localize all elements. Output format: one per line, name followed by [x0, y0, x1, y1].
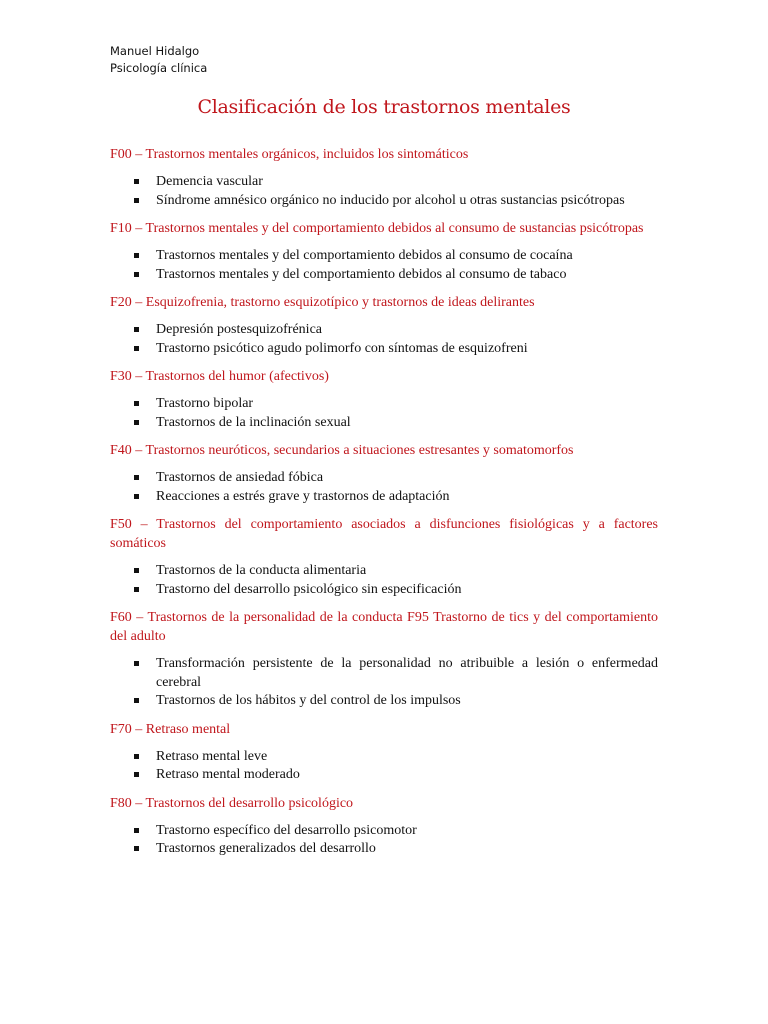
list-item-text: Trastornos de la inclinación sexual — [156, 414, 351, 430]
bullet-icon — [134, 420, 139, 425]
list-item — [110, 655, 658, 692]
bullet-icon — [134, 179, 139, 184]
list-item-text: Trastorno psicótico agudo polimorfo con síntomas de esquizofreni — [156, 340, 528, 356]
list-item-text: Trastornos mentales y del comportamiento debidos al consumo de tabaco — [156, 266, 567, 282]
bullet-icon — [134, 272, 139, 277]
list-item — [110, 840, 658, 859]
section-item-list — [110, 247, 658, 284]
list-item — [110, 581, 658, 600]
list-item-text: Trastornos mentales y del comportamiento debidos al consumo de cocaína — [156, 248, 573, 263]
section — [110, 720, 658, 785]
list-item — [110, 395, 658, 414]
bullet-icon — [134, 661, 139, 666]
section-heading: F70 – Retraso mental — [110, 721, 231, 737]
list-item — [110, 692, 658, 711]
list-item — [110, 562, 658, 581]
section-heading: F20 – Esquizofrenia, trastorno esquizotípico y trastornos de ideas delirantes — [110, 295, 535, 310]
list-item-text: Demencia vascular — [156, 174, 263, 189]
list-item-text: Síndrome amnésico orgánico no inducido por alcohol u otras sustancias psicótropas — [156, 192, 625, 208]
section-item-list — [110, 562, 658, 599]
bullet-icon — [134, 828, 139, 833]
list-item-text: Trastorno bipolar — [156, 396, 254, 411]
section — [110, 219, 658, 284]
author-name: Manuel Hidalgo — [110, 44, 200, 58]
section-item-list — [110, 822, 658, 859]
section-item-list — [110, 173, 658, 210]
list-item-text: Retraso mental moderado — [156, 767, 300, 782]
section — [110, 367, 658, 432]
list-item-text: Trastorno específico del desarrollo psicomotor — [156, 822, 417, 838]
author-block — [110, 43, 658, 77]
bullet-icon — [134, 587, 139, 592]
section-item-list — [110, 469, 658, 506]
list-item — [110, 173, 658, 192]
section — [110, 441, 658, 506]
bullet-icon — [134, 346, 139, 351]
list-item-text: Retraso mental leve — [156, 748, 268, 764]
section-item-list — [110, 655, 658, 711]
list-item — [110, 321, 658, 340]
classification-sections — [110, 145, 658, 859]
list-item — [110, 192, 658, 211]
list-item — [110, 488, 658, 507]
section-heading: F40 – Trastornos neuróticos, secundarios a situaciones estresantes y somatomorfos — [110, 443, 574, 458]
list-item — [110, 266, 658, 285]
list-item-text: Trastornos de la conducta alimentaria — [156, 563, 367, 578]
bullet-icon — [134, 401, 139, 406]
section-heading: F60 – Trastornos de la personalidad de la conducta F95 Trastorno de tics y del comportamiento del adulto — [110, 610, 658, 644]
section — [110, 145, 658, 210]
document-title: Clasificación de los trastornos mentales — [197, 96, 571, 118]
list-item-text: Trastornos de ansiedad fóbica — [156, 470, 324, 485]
section-item-list — [110, 395, 658, 432]
list-item-text: Transformación persistente de la personalidad no atribuible a lesión o enfermedad cerebral — [156, 656, 658, 690]
section — [110, 608, 658, 711]
section-heading: F80 – Trastornos del desarrollo psicológico — [110, 795, 354, 811]
list-item — [110, 247, 658, 266]
section-heading: F10 – Trastornos mentales y del comportamiento debidos al consumo de sustancias psicótropas — [110, 221, 644, 236]
list-item-text: Trastorno del desarrollo psicológico sin especificación — [156, 581, 462, 597]
section-item-list — [110, 748, 658, 785]
list-item-text: Trastornos generalizados del desarrollo — [156, 841, 376, 856]
bullet-icon — [134, 494, 139, 499]
list-item — [110, 340, 658, 359]
bullet-icon — [134, 198, 139, 203]
list-item — [110, 414, 658, 433]
bullet-icon — [134, 754, 139, 759]
author-subject: Psicología clínica — [110, 61, 208, 75]
section — [110, 794, 658, 859]
list-item — [110, 822, 658, 841]
list-item-text: Depresión postesquizofrénica — [156, 322, 322, 337]
list-item-text: Trastornos de los hábitos y del control de los impulsos — [156, 693, 461, 708]
bullet-icon — [134, 772, 139, 777]
section-heading: F00 – Trastornos mentales orgánicos, incluidos los sintomáticos — [110, 147, 469, 162]
section — [110, 293, 658, 358]
section-heading: F30 – Trastornos del humor (afectivos) — [110, 369, 329, 384]
list-item-text: Reacciones a estrés grave y trastornos de adaptación — [156, 488, 450, 504]
bullet-icon — [134, 846, 139, 851]
list-item — [110, 748, 658, 767]
section — [110, 515, 658, 599]
list-item — [110, 766, 658, 785]
bullet-icon — [134, 568, 139, 573]
bullet-icon — [134, 475, 139, 480]
section-heading: F50 – Trastornos del comportamiento asociados a disfunciones fisiológicas y a factores somáticos — [110, 517, 658, 551]
bullet-icon — [134, 327, 139, 332]
bullet-icon — [134, 698, 139, 703]
section-item-list — [110, 321, 658, 358]
list-item — [110, 469, 658, 488]
bullet-icon — [134, 253, 139, 258]
